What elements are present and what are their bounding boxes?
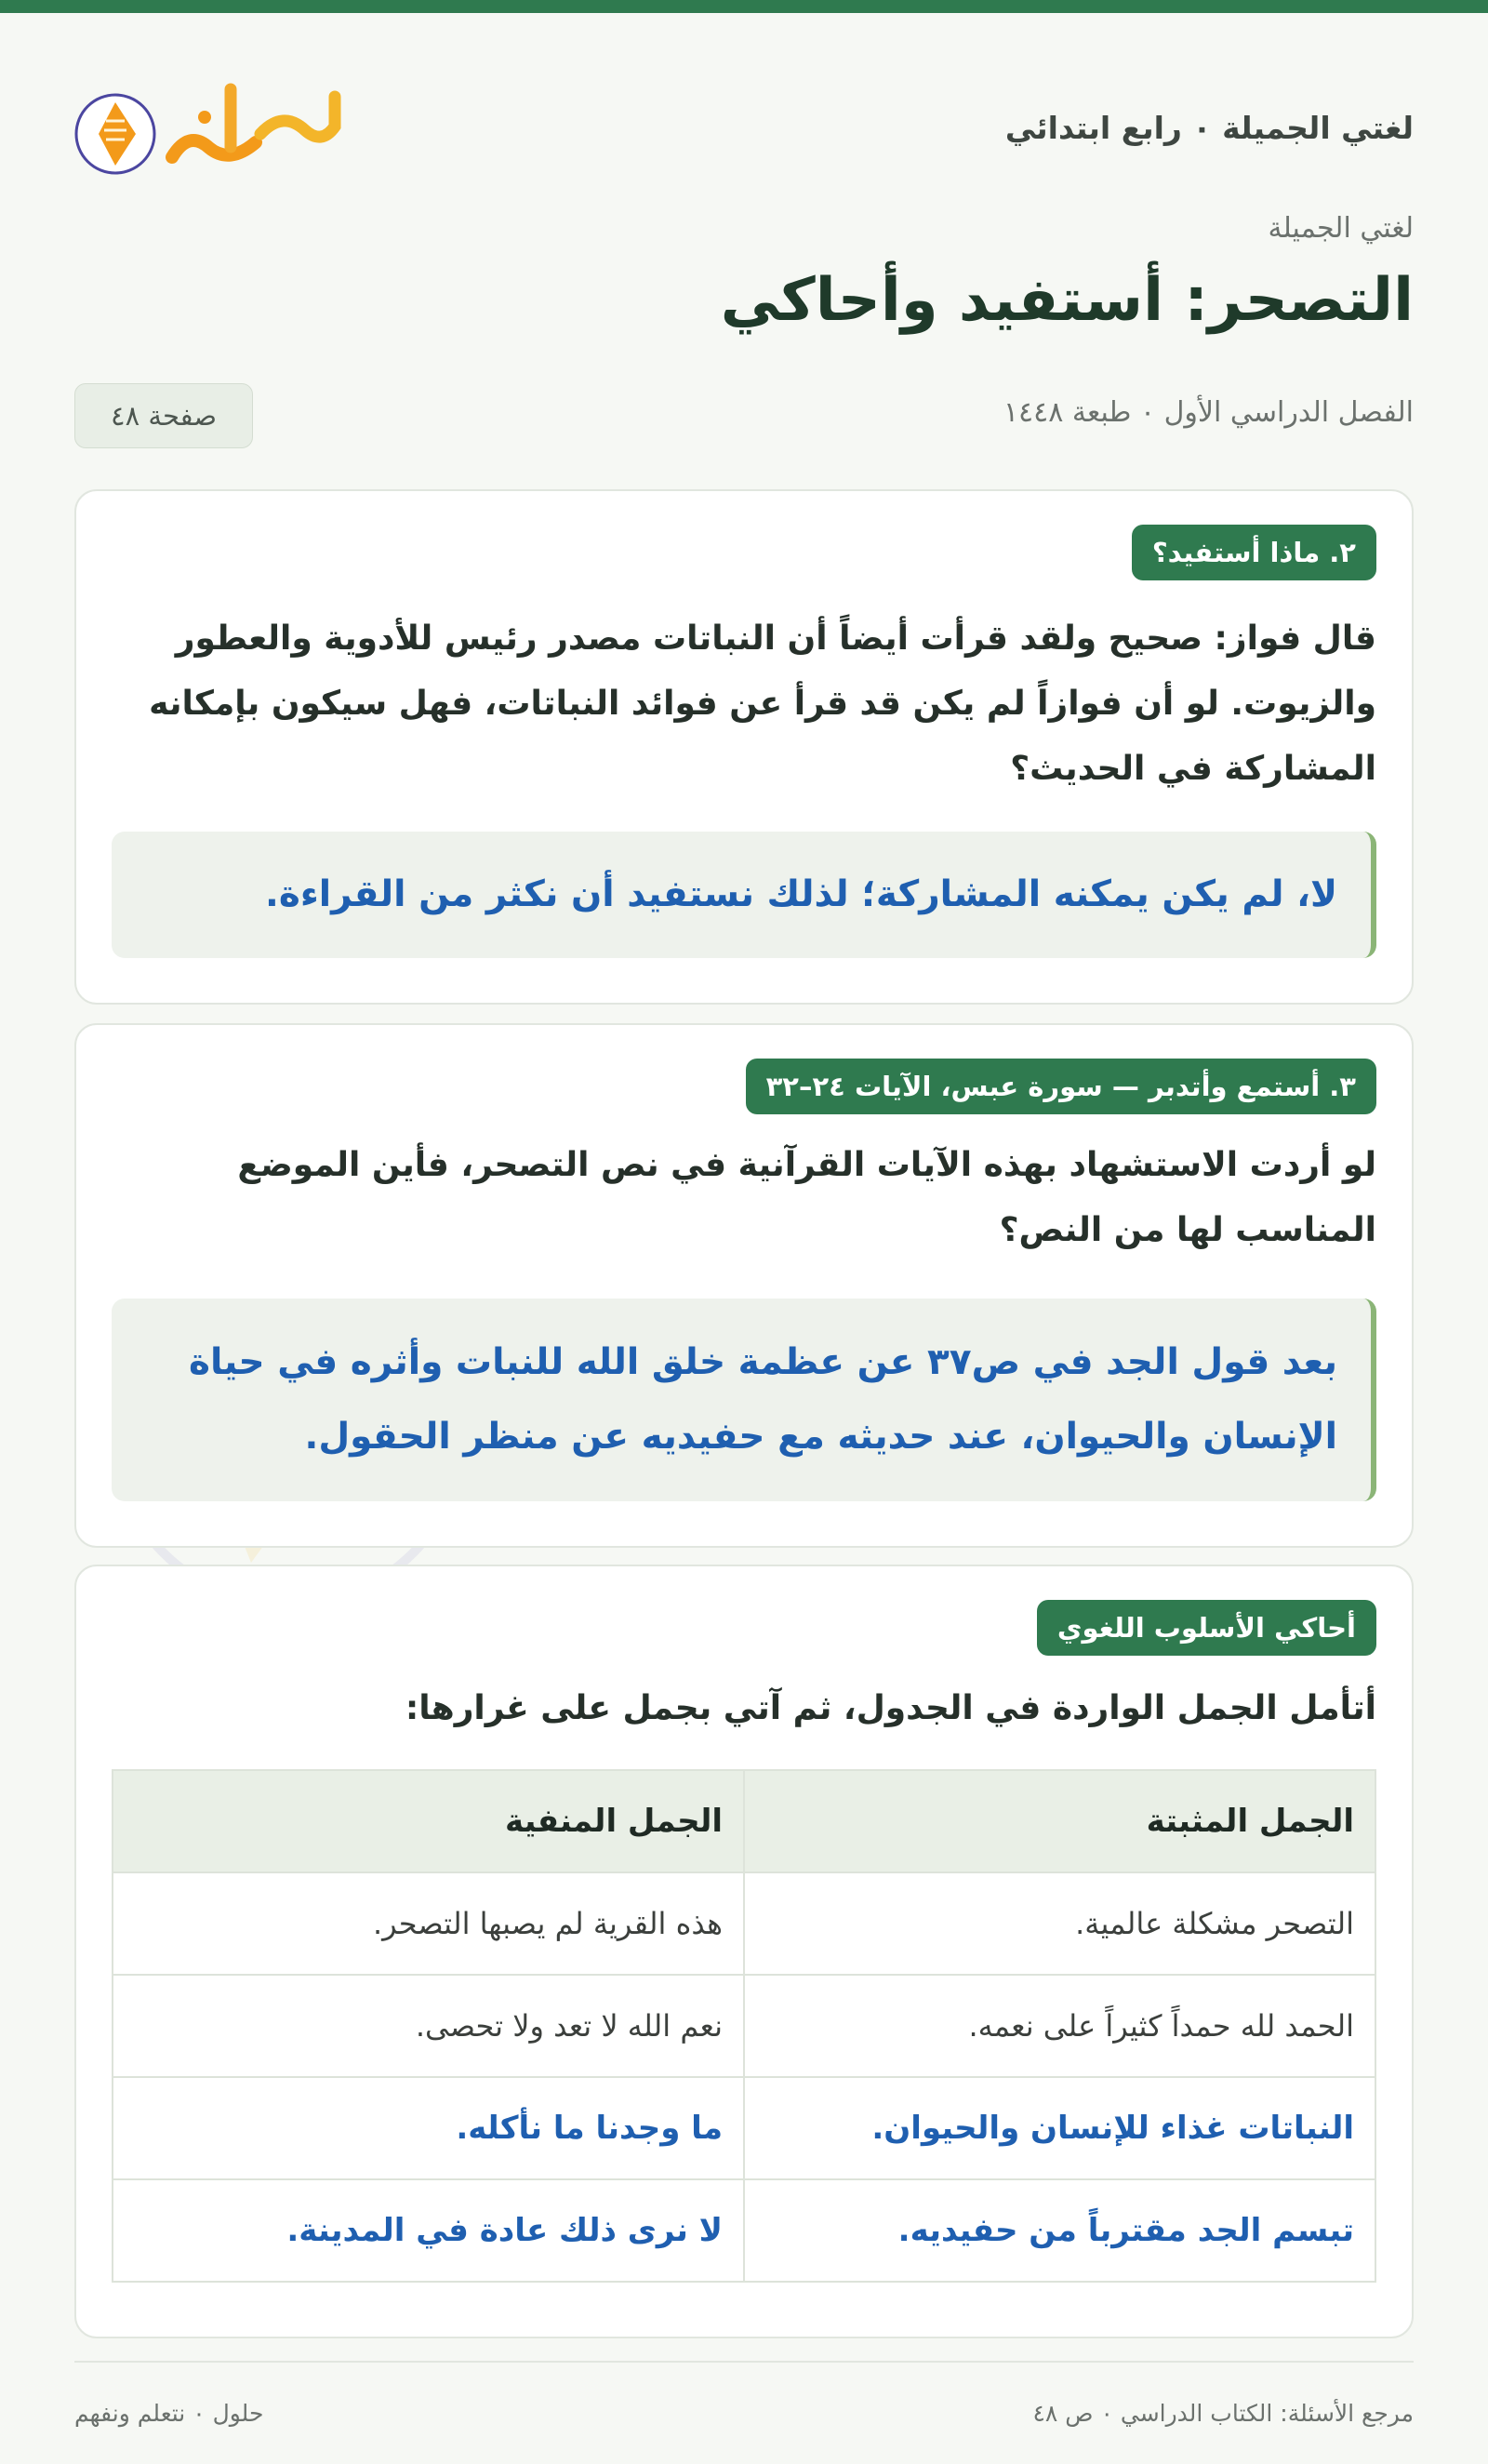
- header-negative: الجمل المنفية: [113, 1770, 744, 1872]
- affirmative-answer-cell: تبسم الجد مقترباً من حفيديه.: [744, 2179, 1375, 2282]
- page-header: [74, 69, 1414, 199]
- answer-box: بعد قول الجد في ص٣٧ عن عظمة خلق الله للنبات وأثره في حياة الإنسان والحيوان، عند حديثه مع حفيديه عن منظر الحقول.: [112, 1299, 1376, 1501]
- lesson-meta: الفصل الدراسي الأول ٠ طبعة ١٤٤٨: [1003, 396, 1414, 429]
- answer-box: لا، لم يكن يمكنه المشاركة؛ لذلك نستفيد أن نكثر من القراءة.: [112, 832, 1376, 958]
- style-imitation-card: [74, 1565, 1414, 2338]
- lesson-title: التصحر: أستفيد وأحاكي: [720, 266, 1414, 335]
- affirmative-cell: الحمد لله حمداً كثيراً على نعمه.: [744, 1975, 1375, 2077]
- hulul-logo[interactable]: [74, 69, 353, 199]
- table-header-row: [113, 1770, 1375, 1872]
- footer-divider: [74, 2361, 1414, 2363]
- section-tag: أحاكي الأسلوب اللغوي: [1037, 1600, 1376, 1656]
- table-row: [113, 2077, 1375, 2179]
- negative-answer-cell: لا نرى ذلك عادة في المدينة.: [113, 2179, 744, 2282]
- footer-source: مرجع الأسئلة: الكتاب الدراسي ٠ ص ٤٨: [1032, 2400, 1414, 2427]
- negative-answer-cell: ما وجدنا ما نأكله.: [113, 2077, 744, 2179]
- page-number-badge: صفحة ٤٨: [74, 383, 253, 448]
- negative-cell: هذه القرية لم يصبها التصحر.: [113, 1872, 744, 1975]
- table-row: [113, 1975, 1375, 2077]
- footer-brand: حلول ٠ نتعلم ونفهم: [74, 2400, 264, 2427]
- sentences-table: [112, 1769, 1376, 2283]
- question-card-1: [74, 489, 1414, 1005]
- instruction-text: أتأمل الجمل الواردة في الجدول، ثم آتي بجمل على غرارها:: [405, 1689, 1376, 1727]
- table-row: [113, 1872, 1375, 1975]
- top-accent-bar: [0, 0, 1488, 13]
- question-text: قال فواز: صحيح ولقد قرأت أيضاً أن النباتات مصدر رئيس للأدوية والعطور والزيوت. لو أن فوازاً لم يكن قد قرأ عن فوائد النباتات، فهل سيكون بإمكانه المشاركة في الحديث؟: [149, 619, 1376, 788]
- table-row: [113, 2179, 1375, 2282]
- question-card-2: [74, 1023, 1414, 1548]
- question-tag: ٢. ماذا أستفيد؟: [1132, 525, 1376, 580]
- site-title: لغتي الجميلة ٠ رابع ابتدائي: [1004, 110, 1414, 146]
- subject-kicker: لغتي الجميلة: [1268, 212, 1414, 245]
- question-tag: ٣. أستمع وأتدبر — سورة عبس، الآيات ٢٤–٣٢: [746, 1059, 1376, 1114]
- negative-cell: نعم الله لا تعد ولا تحصى.: [113, 1975, 744, 2077]
- header-affirmative: الجمل المثبتة: [744, 1770, 1375, 1872]
- affirmative-cell: التصحر مشكلة عالمية.: [744, 1872, 1375, 1975]
- affirmative-answer-cell: النباتات غذاء للإنسان والحيوان.: [744, 2077, 1375, 2179]
- question-text: لو أردت الاستشهاد بهذه الآيات القرآنية في نص التصحر، فأين الموضع المناسب لها من النص؟: [237, 1146, 1376, 1249]
